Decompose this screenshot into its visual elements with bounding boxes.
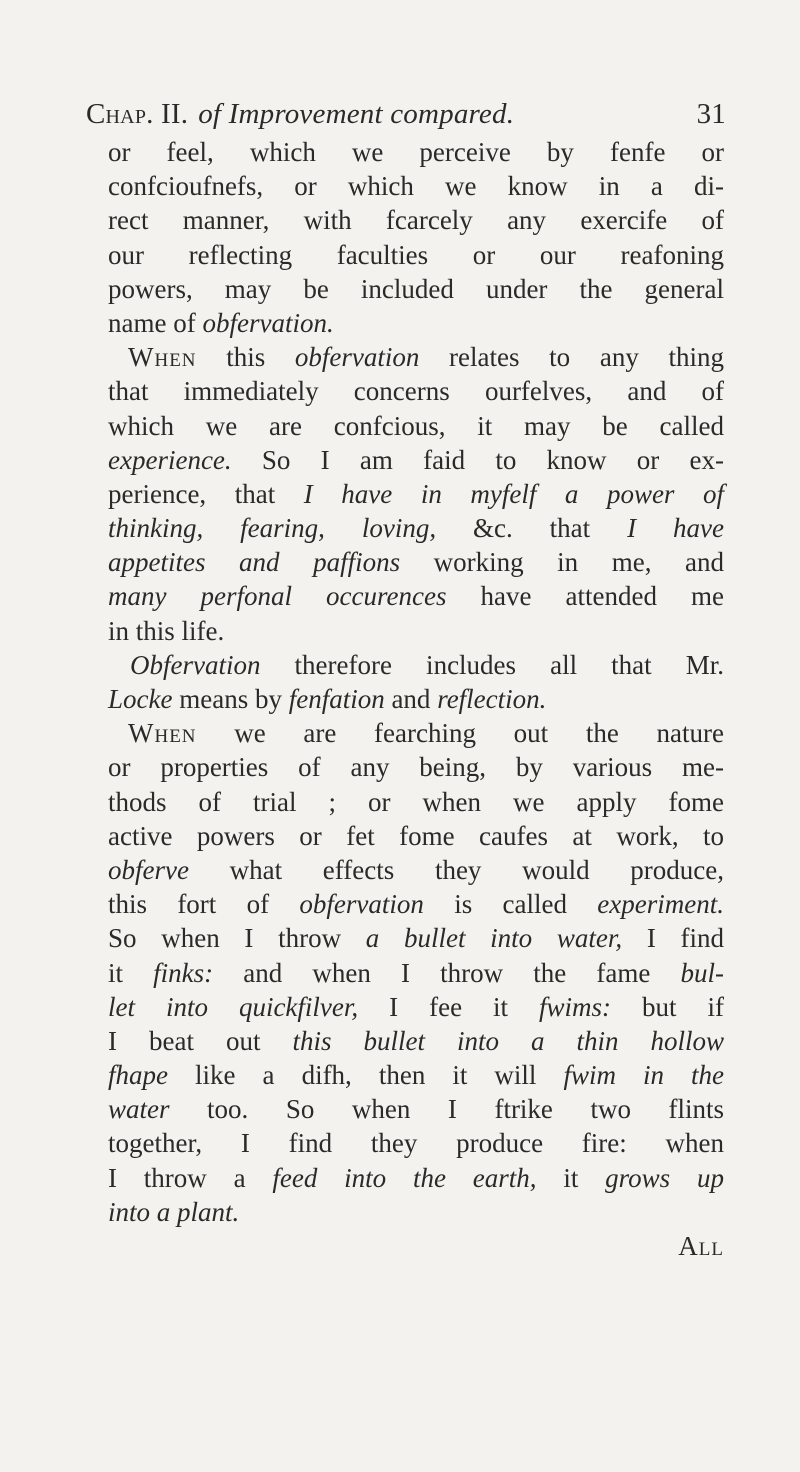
text-line (108, 614, 724, 648)
text-run: I throw a (108, 1162, 273, 1193)
italic-text: Obfervation (130, 649, 261, 680)
text-line (108, 409, 724, 443)
text-run: and when I throw the fame (213, 957, 681, 988)
italic-text: let into quickfilver, (108, 991, 359, 1022)
italic-text: appetites and paffions (108, 547, 401, 578)
text-line (108, 1058, 724, 1092)
italic-text: fwims: (539, 991, 612, 1022)
text-run: what effects they would produce, (188, 854, 724, 885)
text-run: is called (423, 889, 598, 920)
text-run: this fort of (108, 889, 300, 920)
italic-text: obfervation (299, 889, 424, 920)
text-line (108, 545, 724, 579)
text-run: means by (172, 684, 289, 714)
text-line (108, 785, 724, 819)
text-line (108, 238, 724, 272)
text-line (108, 511, 724, 545)
text-run: too. So when I ftrike two flints (169, 1094, 724, 1125)
text-run: name of (108, 307, 203, 338)
text-line (108, 648, 724, 682)
catchword: All (678, 1231, 724, 1261)
text-run: like a difh, then it will (168, 1060, 564, 1091)
italic-text: obfervation (294, 342, 420, 373)
text-line (108, 135, 724, 169)
text-line (108, 921, 724, 955)
text-line (108, 477, 724, 511)
italic-text: I have in myfelf a power of (303, 478, 724, 509)
text-line (108, 1024, 724, 1058)
text-line (108, 750, 724, 784)
text-line (108, 169, 724, 203)
text-run: this (196, 342, 295, 373)
text-run: which we are confcious, it may be called (108, 410, 724, 441)
italic-text: obfervation. (202, 307, 334, 338)
text-run: it (536, 1162, 606, 1193)
text-line (108, 853, 724, 887)
text-run: perience, that (108, 478, 304, 509)
text-line (108, 956, 724, 990)
text-line (108, 990, 724, 1024)
text-run: have attended me (446, 581, 724, 612)
text-run: or feel, which we perceive by fenfe or (108, 137, 724, 167)
text-run: we are fearching out the nature (196, 718, 724, 749)
text-line (108, 1126, 724, 1160)
italic-text: fhape (108, 1060, 168, 1091)
chapter-label: Chap. II. (86, 98, 189, 130)
text-run: active powers or fet fome caufes at work, to (108, 820, 724, 851)
italic-text: Locke (108, 684, 173, 714)
italic-text: experience. (108, 444, 232, 475)
text-run: rect manner, with fcarcely any exercife of (108, 205, 724, 236)
text-run: and (384, 684, 438, 714)
text-run: working in me, and (400, 547, 724, 578)
text-line (108, 1092, 724, 1126)
text-line (108, 272, 724, 306)
italic-text: grows up (605, 1162, 725, 1193)
text-run: our reflecting faculties or our reafoning (108, 239, 724, 270)
italic-text: fwim in the (563, 1060, 724, 1091)
italic-text: obferve (108, 854, 189, 885)
text-run: together, I find they produce fire: when (108, 1128, 724, 1159)
text-line (108, 682, 724, 716)
italic-text: this bullet into a thin hollow (292, 1025, 724, 1056)
text-run: but if (611, 991, 724, 1022)
catchword-line (108, 1229, 724, 1263)
text-line (108, 203, 724, 237)
small-caps-text: When (128, 718, 197, 749)
page-number: 31 (696, 98, 726, 130)
text-line (108, 306, 724, 340)
text-line (108, 443, 724, 477)
italic-text: fenfation (288, 684, 385, 714)
italic-text: reflection. (437, 684, 547, 714)
text-run: confcioufnefs, or which we know in a di- (108, 171, 724, 202)
text-line (108, 887, 724, 921)
italic-text: I have (627, 513, 724, 544)
running-title: of Improvement compared. (198, 98, 515, 130)
italic-text: many perfonal occurences (108, 581, 447, 612)
text-run: powers, may be included under the general (108, 273, 724, 304)
text-run: in this life. (108, 615, 225, 646)
italic-text: bul- (680, 957, 724, 988)
text-run: I fee it (358, 991, 540, 1022)
text-run: &c. that (436, 513, 628, 544)
text-run: So when I throw (108, 923, 366, 954)
text-line (108, 340, 724, 374)
running-header (86, 94, 726, 134)
text-line (108, 819, 724, 853)
text-run: I find (622, 923, 725, 954)
text-run: I beat out (108, 1025, 293, 1056)
text-run: or properties of any being, by various me- (108, 752, 724, 783)
text-line (108, 716, 724, 750)
text-run: therefore includes all that Mr. (260, 649, 724, 680)
text-run: relates to any thing (419, 342, 724, 373)
italic-text: a bullet into water, (365, 923, 623, 954)
text-line (108, 374, 724, 408)
italic-text: into a plant. (108, 1196, 240, 1227)
italic-text: thinking, fearing, loving, (108, 513, 437, 544)
small-caps-text: When (128, 342, 197, 373)
italic-text: experiment. (597, 889, 724, 920)
text-run: it (108, 957, 154, 988)
italic-text: finks: (153, 957, 214, 988)
text-run: that immediately concerns ourfelves, and of (108, 376, 724, 407)
text-line (108, 1161, 724, 1195)
text-line (108, 579, 724, 613)
body-text (108, 135, 724, 1263)
text-run: thods of trial ; or when we apply fome (108, 786, 724, 817)
text-run: So I am faid to know or ex- (231, 444, 724, 475)
text-line (108, 1195, 724, 1229)
italic-text: water (108, 1094, 170, 1125)
italic-text: feed into the earth, (272, 1162, 537, 1193)
